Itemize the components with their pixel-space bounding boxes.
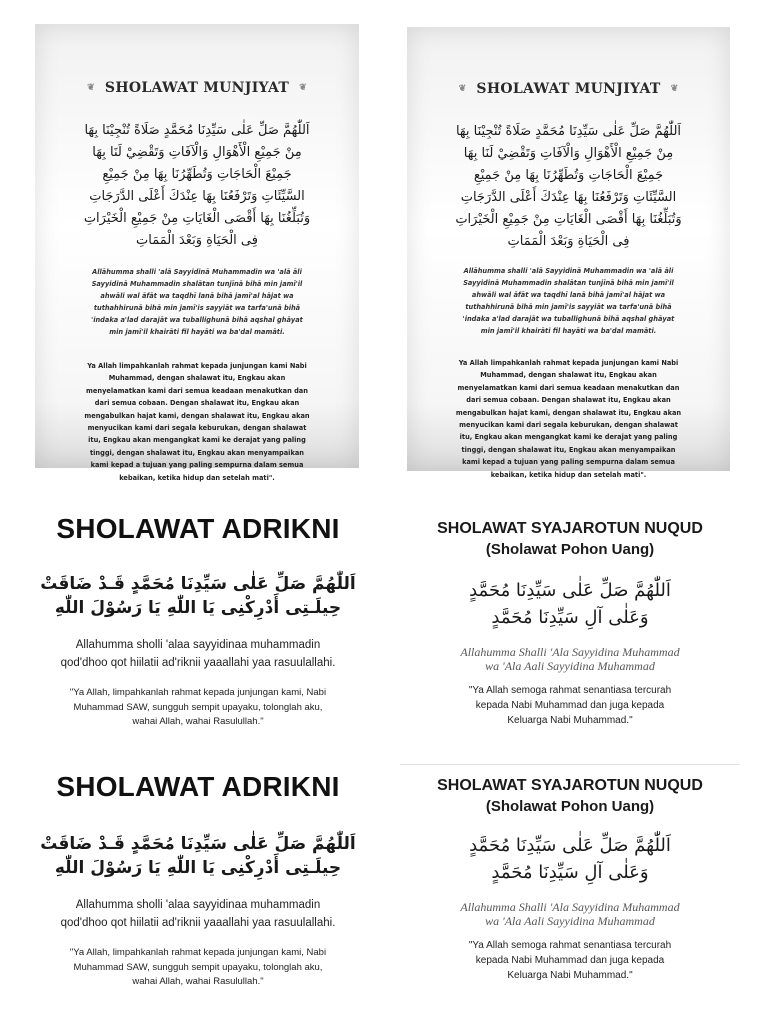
- adrikni-arabic-line2: حِيلَـتِى أَدْرِكْنِى يَا اللّٰهِ يَا رَسُوْلَ اللّٰهِ: [54, 598, 342, 618]
- divider: [400, 764, 740, 765]
- syajarotun-card-bottom: [400, 766, 740, 1014]
- adrikni-translation: "Ya Allah, limpahkanlah rahmat kepada junjungan kami, Nabi Muhammad SAW, sungguh sempit upayaku, tolonglah aku, wahai Allah, wahai Rasulullah.": [69, 687, 327, 727]
- adrikni-transliteration: Allahumma sholli 'alaa sayyidinaa muhammadin qod'dhoo qot hiilatii ad'riknii yaaallahi yaa rasuulallahi.: [60, 639, 336, 669]
- syajarotun-translation: "Ya Allah semoga rahmat senantiasa tercurah kepada Nabi Muhammad dan juga kepada Keluarga Nabi Muhammad.": [468, 940, 672, 981]
- syajarotun-card-top: [400, 505, 740, 753]
- adrikni-title: SHOLAWAT ADRIKNI: [56, 513, 340, 544]
- syajarotun-translation: "Ya Allah semoga rahmat senantiasa tercurah kepada Nabi Muhammad dan juga kepada Keluarga Nabi Muhammad.": [468, 685, 672, 726]
- adrikni-card-top: [18, 500, 378, 740]
- syajarotun-transliteration-line2: wa 'Ala Aali Sayyidina Muhammad: [485, 659, 655, 673]
- munjiyat-arabic: اَللّٰهُمَّ صَلِّ عَلٰى سَيِّدِنَا مُحَمَّدٍ صَلَاةً تُنْجِيْنَا بِهَا مِنْ جَمِيْعِ الْأَهْوَالِ وَالْآفَاتِ وَتَقْضِيْ لَنَا بِهَا جَمِيْعَ الْحَاجَاتِ وَتُطَهِّرُنَا بِهَا مِنْ جَمِيْعِ السَّيِّئَاتِ وَتَرْفَعُنَا بِهَا عِنْدَكَ أَعْلَى الدَّرَجَاتِ وَتُبَلِّغُنَا بِهَا أَقْصَى الْغَايَاتِ مِنْ جَمِيْعِ الْخَيْرَاتِ فِى الْحَيَاةِ وَبَعْدَ الْمَمَاتِ: [455, 124, 682, 249]
- ornament-left-icon: ❦: [458, 84, 467, 94]
- munjiyat-arabic: اَللّٰهُمَّ صَلِّ عَلٰى سَيِّدِنَا مُحَمَّدٍ صَلَاةً تُنْجِيْنَا بِهَا مِنْ جَمِيْعِ الْأَهْوَالِ وَالْآفَاتِ وَتَقْضِيْ لَنَا بِهَا جَمِيْعَ الْحَاجَاتِ وَتُطَهِّرُنَا بِهَا مِنْ جَمِيْعِ السَّيِّئَاتِ وَتَرْفَعُنَا بِهَا عِنْدَكَ أَعْلَى الدَّرَجَاتِ وَتُبَلِّغُنَا بِهَا أَقْصَى الْغَايَاتِ مِنْ جَمِيْعِ الْخَيْرَاتِ فِى الْحَيَاةِ وَبَعْدَ الْمَمَاتِ: [83, 123, 311, 248]
- munjiyat-translation: Ya Allah limpahkanlah rahmat kepada junjungan kami Nabi Muhammad, dengan shalawat itu, Engkau akan menyelamatkan kami dari semua keadaan menakutkan dan dari semua cobaan. Dengan shalawat itu, Engkau akan mengabulkan hajat kami, dengan shalawat itu, Engkau akan menyucikan kami dari segala keburukan, dengan shalawat itu, Engkau akan mengangkat kami ke derajat yang paling tinggi, dengan shalawat itu, Engkau akan menyampaikan kami kepad a tujuan yang paling sempurna dalam semua kebaikan, ketika hidup dan setelah mati".: [455, 359, 682, 479]
- syajarotun-subtitle: (Sholawat Pohon Uang): [485, 798, 655, 815]
- syajarotun-title: SHOLAWAT SYAJAROTUN NUQUD: [437, 520, 703, 537]
- syajarotun-transliteration-line1: Allahumma Shalli 'Ala Sayyidina Muhammad: [460, 645, 680, 659]
- adrikni-arabic-line2: حِيلَـتِى أَدْرِكْنِى يَا اللّٰهِ يَا رَسُوْلَ اللّٰهِ: [54, 858, 342, 878]
- adrikni-arabic-line1: اَللّٰهُمَّ صَلِّ عَلٰى سَيِّدِنَا مُحَمَّدٍ قَـدْ ضَاقَتْ: [40, 834, 356, 854]
- syajarotun-arabic-line1: اَللّٰهُمَّ صَلِّ عَلٰى سَيِّدِنَا مُحَمَّدٍ: [469, 835, 671, 856]
- munjiyat-title: ❦ SHOLAWAT MUNJIYAT ❦: [458, 81, 679, 97]
- adrikni-translation: "Ya Allah, limpahkanlah rahmat kepada junjungan kami, Nabi Muhammad SAW, sungguh sempit upayaku, tolonglah aku, wahai Allah, wahai Rasulullah.": [69, 947, 327, 987]
- munjiyat-card-left: [35, 24, 359, 482]
- munjiyat-transliteration: Allāhumma shalli 'alā Sayyidinā Muhammadin wa 'alā āli Sayyidinā Muhammadin shalātan tunjīnā bihā min jamī'il ahwāli wal āfāt wa taqdhī lanā bihā jamī'al hājat wa tuthahhirunā bihā min jamī'is sayyiāt wa tarfa'unā bihā 'indaka a'lad darajāt wa tuballighunā bihā aqshal ghāyat min jamī'il khairāti fil hayāti wa ba'dal mamāti.: [91, 268, 303, 336]
- syajarotun-title: SHOLAWAT SYAJAROTUN NUQUD: [437, 777, 703, 794]
- syajarotun-arabic-line2: وَعَلٰى آلِ سَيِّدِنَا مُحَمَّدٍ: [491, 862, 649, 883]
- ornament-right-icon: ❦: [299, 83, 307, 93]
- adrikni-transliteration: Allahumma sholli 'alaa sayyidinaa muhammadin qod'dhoo qot hiilatii ad'riknii yaaallahi yaa rasuulallahi.: [60, 899, 336, 929]
- munjiyat-title: ❦ SHOLAWAT MUNJIYAT ❦: [87, 80, 307, 96]
- munjiyat-transliteration: Allāhumma shalli 'alā Sayyidinā Muhammadin wa 'alā āli Sayyidinā Muhammadin shalātan tunjīnā bihā min jamī'il ahwāli wal āfāt wa taqdhī lanā bihā jamī'al hājat wa tuthahhirunā bihā min jamī'is sayyiāt wa tarfa'unā bihā 'indaka a'lad darajāt wa tuballighunā bihā aqshal ghāyat min jamī'il khairāti fil hayāti wa ba'dal mamāti.: [462, 267, 675, 335]
- munjiyat-card-right: [407, 27, 730, 479]
- ornament-left-icon: ❦: [87, 83, 95, 93]
- syajarotun-subtitle: (Sholawat Pohon Uang): [485, 541, 655, 558]
- syajarotun-transliteration-line1: Allahumma Shalli 'Ala Sayyidina Muhammad: [460, 900, 680, 914]
- syajarotun-arabic-line2: وَعَلٰى آلِ سَيِّدِنَا مُحَمَّدٍ: [491, 607, 649, 628]
- adrikni-card-bottom: [18, 758, 378, 1008]
- munjiyat-translation: Ya Allah limpahkanlah rahmat kepada junjungan kami Nabi Muhammad, dengan shalawat itu, Engkau akan menyelamatkan kami dari semua keadaan menakutkan dan dari semua cobaan. Dengan shalawat itu, Engkau akan mengabulkan hajat kami, dengan shalawat itu, Engkau akan menyucikan kami dari segala keburukan, dengan shalawat itu, Engkau akan mengangkat kami ke derajat yang paling tinggi, dengan shalawat itu, Engkau akan menyampaikan kami kepad a tujuan yang paling sempurna dalam semua kebaikan, ketika hidup dan setelah mati".: [84, 362, 310, 482]
- adrikni-arabic-line1: اَللّٰهُمَّ صَلِّ عَلٰى سَيِّدِنَا مُحَمَّدٍ قَـدْ ضَاقَتْ: [40, 574, 356, 594]
- syajarotun-transliteration-line2: wa 'Ala Aali Sayyidina Muhammad: [485, 914, 655, 928]
- syajarotun-arabic-line1: اَللّٰهُمَّ صَلِّ عَلٰى سَيِّدِنَا مُحَمَّدٍ: [469, 580, 671, 601]
- ornament-right-icon: ❦: [670, 84, 679, 94]
- adrikni-title: SHOLAWAT ADRIKNI: [56, 771, 340, 802]
